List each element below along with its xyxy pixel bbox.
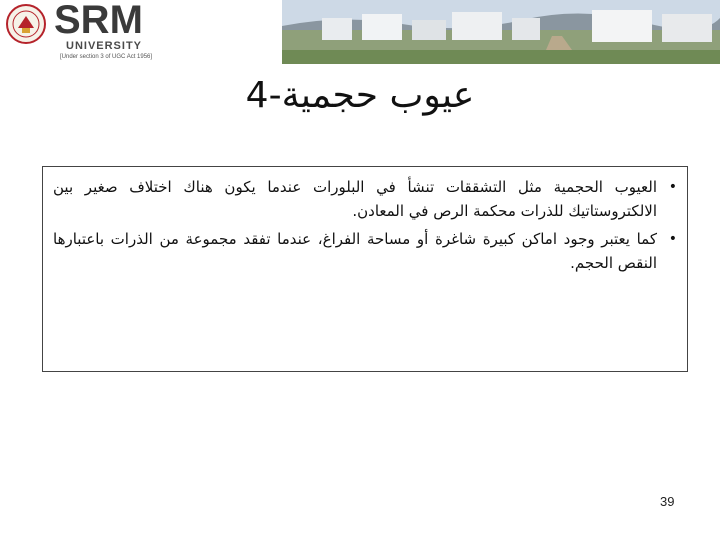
- brand-name: SRM: [54, 0, 143, 42]
- bullet-icon: •: [668, 231, 677, 247]
- slide-header: [0, 0, 720, 64]
- brand-tagline: [Under section 3 of UGC Act 1956]: [60, 54, 153, 60]
- page-number: 39: [660, 494, 675, 509]
- university-logo: [54, 2, 164, 62]
- list-item: [53, 227, 683, 275]
- university-seal-icon: [6, 4, 46, 44]
- list-item: [53, 175, 683, 223]
- bullet-list: [53, 175, 683, 279]
- bullet-icon: •: [668, 179, 677, 195]
- bullet-text: كما يعتبر وجود اماكن كبيرة شاغرة أو مساحة الفراغ، عندما تفقد مجموعة من الذرات باعتبارها النقص الحجم.: [53, 230, 657, 272]
- brand-subtitle: UNIVERSITY: [66, 40, 143, 52]
- slide-title: عيوب حجمية-4: [245, 75, 475, 116]
- content-box: [42, 166, 688, 372]
- campus-banner-image: [282, 0, 720, 64]
- bullet-text: العيوب الحجمية مثل التشققات تنشأ في البلورات عندما يكون هناك اختلاف صغير بين الالكتروستاتيك للذرات محكمة الرص في المعادن.: [53, 178, 657, 220]
